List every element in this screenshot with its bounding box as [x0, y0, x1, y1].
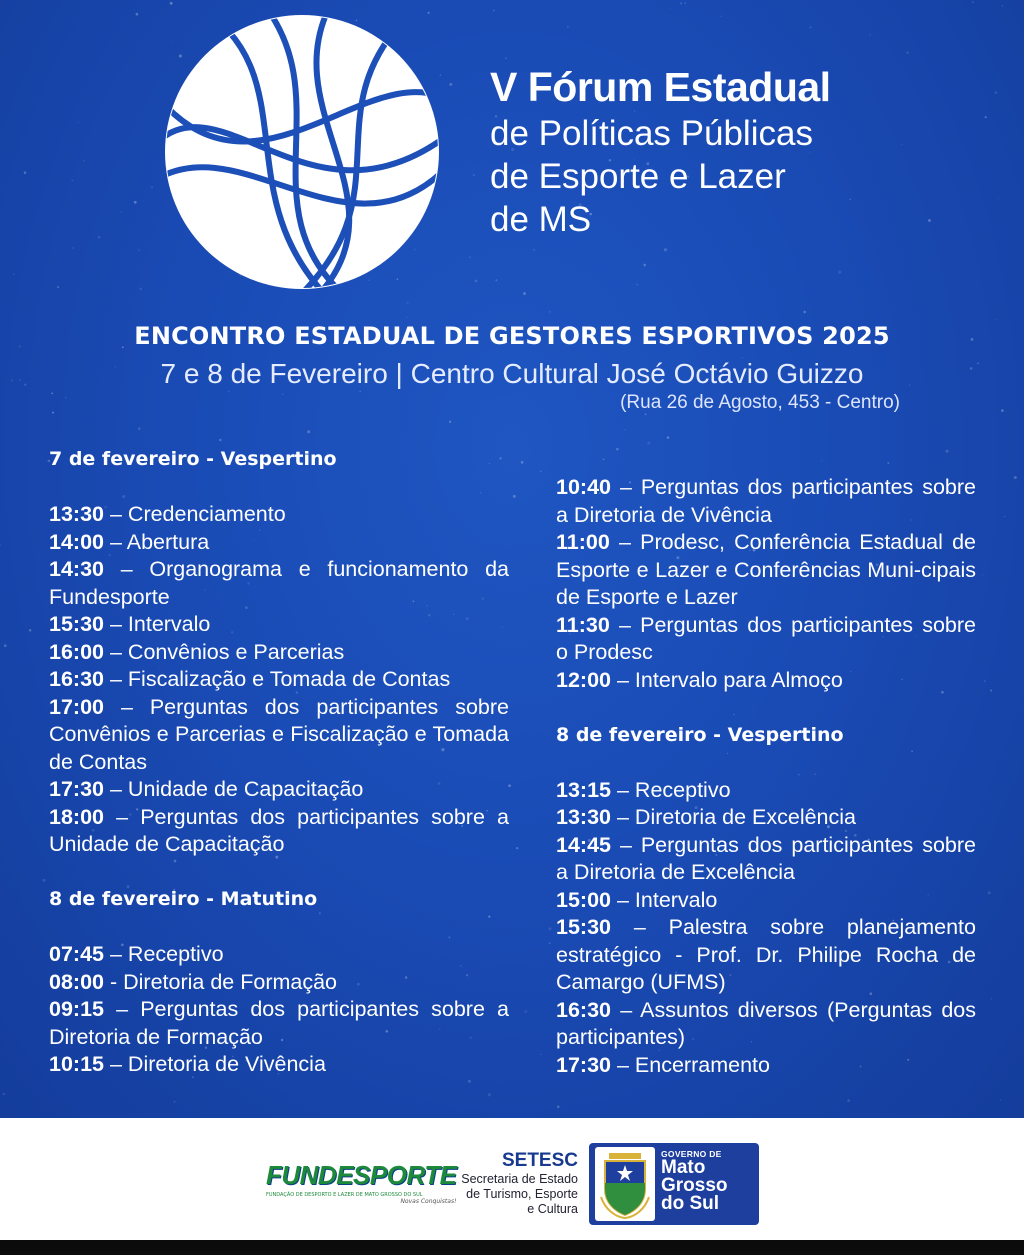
speckle-dot: [540, 471, 541, 472]
speckle-dot: [549, 927, 552, 930]
schedule-list-day2-morning-part2: [556, 474, 976, 694]
forum-logo-icon: [162, 12, 442, 292]
speckle-dot: [77, 122, 78, 123]
fundesporte-wordmark: FUNDESPORTE: [266, 1160, 457, 1190]
schedule-time: 09:15: [49, 997, 104, 1021]
speckle-dot: [406, 302, 408, 304]
speckle-dot: [0, 544, 1, 546]
schedule-time: 14:30: [49, 557, 104, 581]
schedule-time: 10:40: [556, 475, 611, 499]
state-name-line2: Grosso: [661, 1175, 728, 1196]
schedule-description: – Assuntos diversos (Perguntas dos participantes): [556, 997, 976, 1049]
speckle-dot: [647, 442, 650, 445]
speckle-dot: [140, 288, 143, 291]
speckle-dot: [469, 256, 471, 258]
speckle-dot: [138, 249, 140, 251]
schedule-item: [49, 501, 509, 529]
schedule-description: – Intervalo para Almoço: [616, 667, 843, 692]
speckle-dot: [988, 891, 991, 894]
setesc-line1: Secretaria de Estado: [461, 1172, 578, 1186]
government-logo: [589, 1143, 759, 1225]
schedule-time: 14:00: [49, 529, 104, 554]
speckle-dot: [684, 2, 685, 3]
speckle-dot: [228, 391, 229, 392]
speckle-dot: [360, 391, 361, 392]
schedule-left-column: [49, 446, 509, 1079]
speckle-dot: [282, 393, 284, 395]
speckle-dot: [901, 144, 902, 145]
speckle-dot: [870, 34, 871, 35]
speckle-dot: [1001, 409, 1004, 412]
speckle-dot: [98, 236, 101, 239]
speckle-dot: [721, 16, 722, 17]
schedule-description: – Unidade de Capacitação: [109, 777, 364, 801]
state-name-line3: do Sul: [661, 1193, 720, 1214]
speckle-dot: [219, 439, 222, 442]
event-title: ENCONTRO ESTADUAL DE GESTORES ESPORTIVOS 2025: [134, 322, 890, 350]
speckle-dot: [52, 412, 54, 414]
speckle-dot: [521, 461, 524, 464]
section-title-day1-afternoon: 7 de fevereiro - Vespertino: [49, 448, 337, 470]
schedule-time: 17:00: [49, 694, 104, 719]
schedule-item: [556, 474, 976, 529]
speckle-dot: [524, 1010, 527, 1013]
schedule-description: – Abertura: [109, 529, 210, 554]
section-title-day2-morning: 8 de fevereiro - Matutino: [49, 888, 318, 910]
speckle-dot: [540, 1054, 541, 1055]
schedule-item: [49, 666, 509, 694]
speckle-dot: [72, 247, 73, 248]
schedule-right-column: [556, 474, 976, 1079]
speckle-dot: [151, 186, 153, 188]
schedule-description: – Perguntas dos participantes sobre a Diretoria de Formação: [49, 997, 509, 1049]
speckle-dot: [513, 495, 516, 498]
schedule-description: - Diretoria de Formação: [109, 969, 338, 994]
forum-subtitle-line3: de MS: [490, 200, 592, 239]
schedule-description: – Intervalo: [109, 612, 211, 636]
schedule-time: 13:15: [556, 777, 611, 802]
schedule-description: – Receptivo: [109, 942, 224, 966]
schedule-item: [556, 804, 976, 832]
speckle-dot: [407, 317, 408, 318]
speckle-dot: [533, 249, 534, 250]
speckle-dot: [997, 198, 998, 199]
speckle-dot: [51, 392, 53, 394]
schedule-item: [49, 941, 509, 969]
speckle-dot: [307, 430, 310, 433]
speckle-dot: [121, 212, 123, 214]
schedule-item: [49, 556, 509, 611]
schedule-description: – Perguntas dos participantes sobre a Diretoria de Vivência: [556, 475, 976, 527]
schedule-description: – Encerramento: [616, 1052, 770, 1077]
speckle-dot: [138, 427, 141, 430]
schedule-list-day1-afternoon: [49, 501, 509, 859]
schedule-item: [49, 776, 509, 804]
speckle-dot: [994, 91, 997, 94]
speckle-dot: [1014, 476, 1017, 479]
schedule-description: – Palestra sobre planejamento estratégico - Prof. Dr. Philipe Rocha de Camargo (UFMS): [556, 915, 976, 994]
schedule-time: 18:00: [49, 804, 104, 829]
speckle-dot: [43, 879, 46, 882]
event-address: (Rua 26 de Agosto, 453 - Centro): [620, 392, 900, 413]
speckle-dot: [982, 575, 983, 576]
schedule-item: [556, 612, 976, 667]
schedule-description: – Convênios e Parcerias: [109, 639, 345, 664]
schedule-item: [556, 914, 976, 997]
speckle-dot: [847, 1099, 850, 1102]
speckle-dot: [664, 248, 667, 251]
speckle-dot: [134, 201, 137, 204]
schedule-time: 15:00: [556, 887, 611, 912]
government-label: GOVERNO DE: [661, 1149, 722, 1159]
speckle-dot: [170, 2, 173, 5]
speckle-dot: [636, 284, 638, 286]
speckle-dot: [906, 51, 908, 53]
schedule-description: – Perguntas dos participantes sobre a Diretoria de Excelência: [556, 832, 976, 884]
schedule-time: 10:15: [49, 1052, 104, 1076]
speckle-dot: [449, 83, 452, 86]
schedule-description: – Perguntas dos participantes sobre a Unidade de Capacitação: [49, 804, 509, 856]
speckle-dot: [670, 8, 671, 9]
schedule-item: [49, 639, 509, 667]
speckle-dot: [4, 644, 7, 647]
speckle-dot: [667, 436, 670, 439]
event-date-venue: 7 e 8 de Fevereiro | Centro Cultural José Octávio Guizzo: [160, 358, 864, 389]
speckle-dot: [174, 1101, 176, 1103]
schedule-item: [556, 529, 976, 612]
speckle-dot: [29, 629, 32, 632]
schedule-description: – Perguntas dos participantes sobre Convênios e Parcerias e Fiscalização e Tomada de Contas: [49, 694, 509, 774]
speckle-dot: [301, 1116, 302, 1117]
schedule-item: [556, 887, 976, 915]
schedule-time: 17:30: [556, 1052, 611, 1077]
forum-subtitle-line1: de Políticas Públicas: [490, 114, 813, 153]
schedule-description: – Prodesc, Conferência Estadual de Esporte e Lazer e Conferências Muni-cipais de Esporte e Lazer: [556, 530, 976, 609]
schedule-time: 17:30: [49, 777, 104, 801]
speckle-dot: [13, 274, 14, 275]
schedule-time: 15:30: [49, 612, 104, 636]
schedule-item: [556, 777, 976, 805]
speckle-dot: [449, 421, 451, 423]
speckle-dot: [24, 171, 27, 174]
schedule-item: [49, 804, 509, 859]
speckle-dot: [810, 26, 812, 28]
fundesporte-motto: Novas Conquistas!: [400, 1198, 457, 1205]
schedule-time: 08:00: [49, 969, 104, 994]
state-crest-icon: [595, 1147, 655, 1221]
speckle-dot: [991, 998, 993, 1000]
speckle-dot: [849, 199, 851, 201]
speckle-dot: [473, 174, 475, 176]
schedule-item: [49, 529, 509, 557]
speckle-dot: [493, 10, 494, 11]
speckle-dot: [603, 458, 605, 460]
schedule-item: [49, 694, 509, 777]
speckle-dot: [680, 2, 682, 4]
speckle-dot: [57, 286, 59, 288]
schedule-time: 13:30: [556, 805, 611, 829]
speckle-dot: [65, 397, 67, 399]
speckle-dot: [821, 460, 822, 461]
setesc-line2: de Turismo, Esporte: [466, 1187, 578, 1201]
speckle-dot: [887, 462, 889, 464]
speckle-dot: [928, 219, 931, 222]
schedule-item: [49, 611, 509, 639]
forum-title: V Fórum Estadual: [490, 64, 831, 110]
setesc-line3: e Cultura: [527, 1202, 578, 1216]
schedule-time: 16:00: [49, 639, 104, 664]
speckle-dot: [1002, 5, 1003, 6]
schedule-item: [49, 1051, 509, 1079]
speckle-dot: [495, 279, 497, 281]
speckle-dot: [468, 1080, 471, 1083]
schedule-time: 15:30: [556, 915, 611, 939]
speckle-dot: [616, 448, 619, 451]
schedule-time: 14:45: [556, 832, 611, 857]
forum-subtitle-line2: de Esporte e Lazer: [490, 157, 786, 196]
schedule-item: [556, 667, 976, 695]
schedule-description: – Perguntas dos participantes sobre o Prodesc: [556, 612, 976, 664]
schedule-description: – Credenciamento: [109, 502, 286, 526]
setesc-name: SETESC: [501, 1150, 578, 1171]
speckle-dot: [624, 429, 625, 430]
schedule-time: 07:45: [49, 942, 104, 966]
speckle-dot: [83, 160, 84, 161]
schedule-item: [556, 1052, 976, 1080]
speckle-dot: [1000, 1099, 1002, 1101]
speckle-dot: [1004, 516, 1005, 517]
speckle-dot: [136, 13, 139, 16]
schedule-time: 13:30: [49, 502, 104, 526]
speckle-dot: [803, 311, 805, 313]
speckle-dot: [990, 689, 992, 691]
fundesporte-logo: [266, 1160, 457, 1205]
schedule-time: 16:30: [49, 667, 104, 691]
speckle-dot: [549, 311, 551, 313]
schedule-time: 16:30: [556, 997, 611, 1022]
schedule-item: [49, 969, 509, 997]
schedule-item: [556, 832, 976, 887]
forum-title-block: [490, 62, 831, 241]
schedule-item: [49, 996, 509, 1051]
speckle-dot: [643, 264, 646, 267]
speckle-dot: [995, 319, 996, 320]
schedule-time: 11:30: [556, 612, 610, 637]
speckle-dot: [838, 271, 841, 274]
fundesporte-tagline: FUNDAÇÃO DE DESPORTO E LAZER DE MATO GROSSO DO SUL: [266, 1192, 423, 1198]
speckle-dot: [567, 26, 569, 28]
schedule-description: – Intervalo: [616, 887, 718, 912]
government-text: [661, 1149, 728, 1213]
speckle-dot: [72, 180, 73, 181]
speckle-dot: [946, 450, 949, 453]
schedule-list-day2-morning-part1: [49, 941, 509, 1079]
schedule-description: – Receptivo: [616, 777, 731, 802]
speckle-dot: [488, 1093, 491, 1096]
speckle-dot: [3, 1093, 5, 1095]
speckle-dot: [557, 1106, 559, 1108]
schedule-description: – Diretoria de Vivência: [109, 1052, 326, 1076]
state-name-line1: Mato: [661, 1157, 706, 1178]
speckle-dot: [475, 280, 478, 283]
speckle-dot: [523, 292, 526, 295]
speckle-dot: [984, 680, 986, 682]
schedule-time: 12:00: [556, 667, 611, 692]
speckle-dot: [516, 847, 518, 849]
speckle-dot: [972, 1, 974, 3]
schedule-item: [556, 997, 976, 1052]
schedule-list-day2-afternoon: [556, 777, 976, 1080]
schedule-time: 11:00: [556, 530, 610, 554]
schedule-description: – Diretoria de Excelência: [616, 805, 856, 829]
speckle-dot: [549, 942, 551, 944]
schedule-description: – Fiscalização e Tomada de Contas: [109, 667, 451, 691]
section-title-day2-afternoon: 8 de fevereiro - Vespertino: [556, 723, 844, 746]
speckle-dot: [985, 116, 987, 118]
speckle-dot: [505, 57, 507, 59]
bottom-bar: [0, 1240, 1024, 1255]
schedule-description: – Organograma e funcionamento da Fundesporte: [49, 557, 509, 609]
setesc-logo: [440, 1150, 578, 1217]
